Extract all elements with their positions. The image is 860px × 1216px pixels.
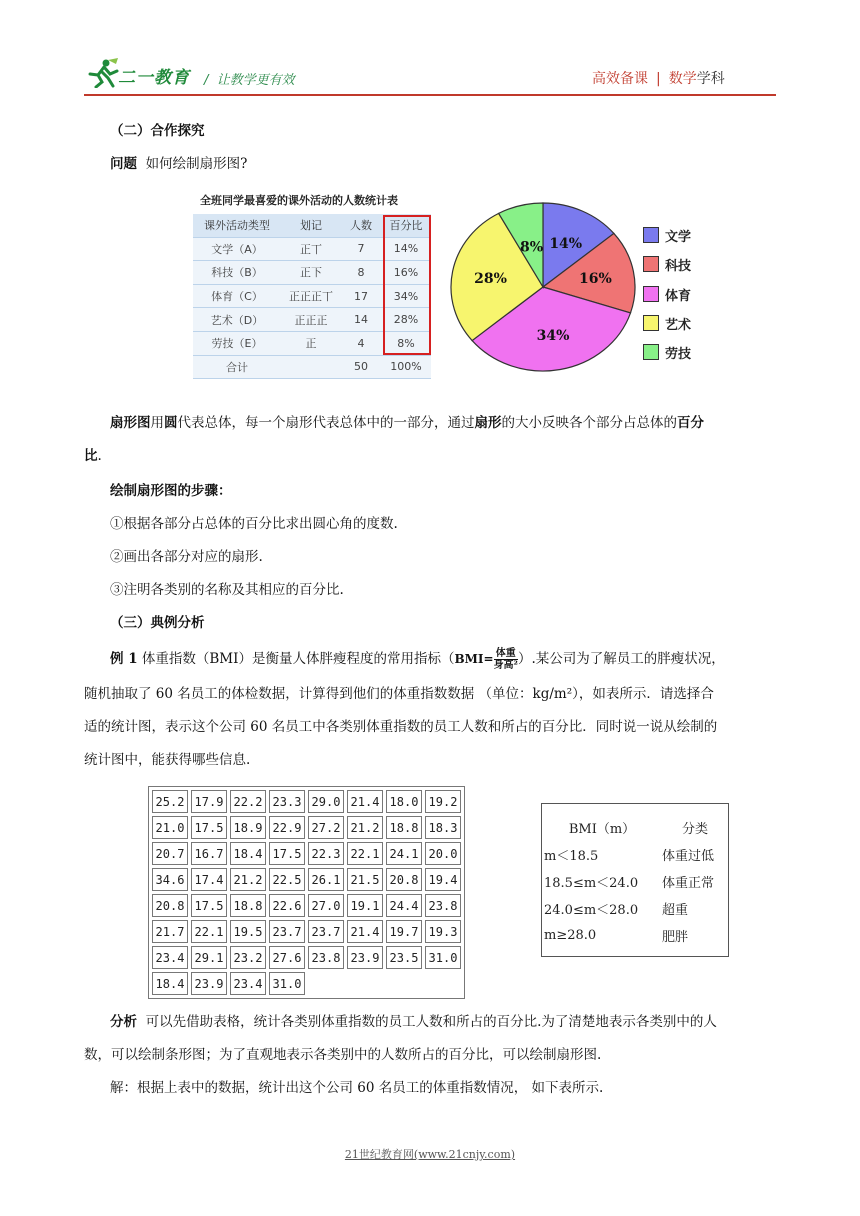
section-2-heading: （二）合作探究 xyxy=(110,123,205,139)
legend-label: 劳技 xyxy=(665,347,692,362)
legend-label: 科技 xyxy=(665,259,692,274)
table-row xyxy=(542,922,728,949)
table-cell: 8 xyxy=(341,261,381,285)
example-line-1: 例 1 体重指数（BMI）是衡量人体胖瘦程度的常用指标（BMI= 体重 身高² ）.某公司为了解员工的胖瘦状况， xyxy=(110,648,725,671)
table-cell: 17.5 xyxy=(269,842,305,865)
header-subject-suffix: 学科 xyxy=(696,71,725,87)
table-row xyxy=(152,920,461,943)
table-cell: 22.1 xyxy=(191,920,227,943)
pie-chart xyxy=(446,200,640,374)
table-cell: 18.4 xyxy=(152,972,188,995)
table-row xyxy=(152,868,461,891)
legend-item xyxy=(643,255,691,274)
activity-table-title: 全班同学最喜爱的课外活动的人数统计表 xyxy=(200,194,398,207)
table-row xyxy=(542,868,728,895)
percent-column-highlight xyxy=(383,215,431,355)
table-cell: 100% xyxy=(381,355,431,379)
pie-label: 28% xyxy=(474,270,507,287)
col-header: 百分比 xyxy=(381,214,431,237)
table-cell: 29.0 xyxy=(308,790,344,813)
table-cell: 超重 xyxy=(662,903,689,918)
table-cell: 23.4 xyxy=(152,946,188,969)
step-item: ①根据各部分占总体的百分比求出圆心角的度数. xyxy=(110,516,398,532)
table-cell: 23.8 xyxy=(308,946,344,969)
table-row xyxy=(152,946,461,969)
table-cell: 正 xyxy=(281,331,341,355)
table-cell: 4 xyxy=(341,331,381,355)
section-3-heading: （三）典例分析 xyxy=(110,615,205,631)
table-cell xyxy=(347,972,383,995)
table-cell: 20.8 xyxy=(152,894,188,917)
table-cell: 正下 xyxy=(281,261,341,285)
table-cell: 18.8 xyxy=(230,894,266,917)
legend-item xyxy=(643,285,691,304)
table-cell: 22.2 xyxy=(230,790,266,813)
bmi-classification-table xyxy=(542,814,728,949)
table-cell: 22.9 xyxy=(269,816,305,839)
table-cell: 21.4 xyxy=(347,790,383,813)
table-cell: 19.5 xyxy=(230,920,266,943)
example-label: 例 1 xyxy=(110,651,138,667)
table-cell: 23.5 xyxy=(386,946,422,969)
legend-label: 艺术 xyxy=(665,318,692,333)
table-cell: 7 xyxy=(341,237,381,261)
table-cell: 21.0 xyxy=(152,816,188,839)
table-cell: 17.9 xyxy=(191,790,227,813)
table-cell: 23.8 xyxy=(425,894,461,917)
table-cell: 31.0 xyxy=(425,946,461,969)
table-cell: 23.9 xyxy=(191,972,227,995)
example-line-2: 随机抽取了 60 名员工的体检数据，计算得到他们的体重指数数据 （单位：kg/m²），如表所示．请选择合 xyxy=(84,686,714,702)
footer-link[interactable]: 21世纪教育网(www.21cnjy.com) xyxy=(344,1148,516,1161)
table-row xyxy=(152,790,461,813)
table-cell: 23.9 xyxy=(347,946,383,969)
table-row xyxy=(542,895,728,922)
legend-swatch xyxy=(643,227,659,243)
table-row xyxy=(542,841,728,868)
table-cell: 正丅 xyxy=(281,237,341,261)
table-cell xyxy=(281,355,341,379)
col-header: 划记 xyxy=(281,214,341,237)
col-header: 分类 xyxy=(681,822,708,837)
table-cell: m≥28.0 xyxy=(544,928,597,943)
table-cell: 21.7 xyxy=(152,920,188,943)
step-item: ②画出各部分对应的扇形. xyxy=(110,549,263,565)
table-cell: 19.2 xyxy=(425,790,461,813)
table-cell: 18.5≤m＜24.0 xyxy=(544,876,639,891)
table-cell: 27.0 xyxy=(308,894,344,917)
table-cell: 19.1 xyxy=(347,894,383,917)
analysis-line-2: 数，可以绘制条形图；为了直观地表示各类别中的人数所占的百分比，可以绘制扇形图. xyxy=(84,1047,602,1063)
table-cell: 21.2 xyxy=(230,868,266,891)
col-header: BMI（m） xyxy=(568,822,636,837)
legend-swatch xyxy=(643,344,659,360)
table-cell: 27.6 xyxy=(269,946,305,969)
table-cell: 29.1 xyxy=(191,946,227,969)
table-cell: 20.0 xyxy=(425,842,461,865)
table-cell: 17.5 xyxy=(191,894,227,917)
header-subject-math: 数学 xyxy=(668,71,697,87)
table-cell: 28% xyxy=(381,308,431,332)
table-cell: 20.8 xyxy=(386,868,422,891)
table-cell: 34% xyxy=(381,284,431,308)
header-right-a: 高效备课 xyxy=(592,71,648,87)
table-cell xyxy=(386,972,422,995)
table-row xyxy=(152,816,461,839)
table-cell: 26.1 xyxy=(308,868,344,891)
table-cell: 文学（A） xyxy=(193,237,281,261)
table-cell: 18.8 xyxy=(386,816,422,839)
table-cell: 20.7 xyxy=(152,842,188,865)
pie-label: 16% xyxy=(579,270,612,287)
example-line-4: 统计图中，能获得哪些信息. xyxy=(84,752,251,768)
table-row xyxy=(152,894,461,917)
table-cell: 科技（B） xyxy=(193,261,281,285)
table-cell: 体重正常 xyxy=(662,876,715,891)
table-cell: 17.4 xyxy=(191,868,227,891)
table-cell: 22.3 xyxy=(308,842,344,865)
analysis-line-1: 分析 可以先借助表格，统计各类别体重指数的员工人数和所占的百分比.为了清楚地表示各类别中的人 xyxy=(110,1014,717,1030)
table-row xyxy=(152,842,461,865)
table-row-total xyxy=(193,355,431,379)
table-cell: 24.4 xyxy=(386,894,422,917)
table-cell: 正正正丅 xyxy=(281,284,341,308)
bmi-data-table xyxy=(148,786,465,999)
example-line-3: 适的统计图，表示这个公司 60 名员工中各类别体重指数的员工人数和所占的百分比．同时说一说从绘制的 xyxy=(84,719,718,735)
table-cell: 24.0≤m＜28.0 xyxy=(544,903,639,918)
table-cell: 21.4 xyxy=(347,920,383,943)
step-item: ③注明各类别的名称及其相应的百分比. xyxy=(110,582,344,598)
legend-item xyxy=(643,314,691,333)
header-rule xyxy=(84,94,776,96)
table-cell: 艺术（D） xyxy=(193,308,281,332)
table-cell: 21.2 xyxy=(347,816,383,839)
slogan: / 让教学更有效 xyxy=(204,73,295,88)
pie-label: 8% xyxy=(520,239,544,256)
legend-label: 文学 xyxy=(665,230,692,245)
table-cell: m＜18.5 xyxy=(544,849,599,864)
table-cell: 体育（C） xyxy=(193,284,281,308)
bmi-formula: BMI= 体重 身高² xyxy=(454,648,518,671)
col-header: 课外活动类型 xyxy=(193,214,281,237)
table-cell: 肥胖 xyxy=(662,930,689,945)
question-line xyxy=(110,154,247,174)
legend-swatch xyxy=(643,286,659,302)
table-cell: 34.6 xyxy=(152,868,188,891)
table-cell: 21.5 xyxy=(347,868,383,891)
table-cell: 正正正 xyxy=(281,308,341,332)
table-cell: 18.9 xyxy=(230,816,266,839)
legend-label: 体育 xyxy=(665,289,692,304)
table-cell: 18.3 xyxy=(425,816,461,839)
header-subject xyxy=(592,68,725,88)
solution-line: 解：根据上表中的数据，统计出这个公司 60 名员工的体重指数情况， 如下表所示. xyxy=(110,1080,604,1096)
table-cell: 23.3 xyxy=(269,790,305,813)
table-cell: 16.7 xyxy=(191,842,227,865)
table-cell: 14 xyxy=(341,308,381,332)
steps-heading: 绘制扇形图的步骤： xyxy=(110,483,232,499)
definition-line-2: 比. xyxy=(84,448,102,464)
legend-swatch xyxy=(643,256,659,272)
table-cell: 19.4 xyxy=(425,868,461,891)
table-cell: 劳技（E） xyxy=(193,331,281,355)
table-row xyxy=(152,972,461,995)
table-cell: 25.2 xyxy=(152,790,188,813)
legend-item xyxy=(643,226,691,245)
legend-item xyxy=(643,343,691,362)
col-header: 人数 xyxy=(341,214,381,237)
legend-swatch xyxy=(643,315,659,331)
table-cell: 23.7 xyxy=(269,920,305,943)
table-cell: 18.4 xyxy=(230,842,266,865)
header-separator: | xyxy=(656,71,661,87)
table-cell: 23.4 xyxy=(230,972,266,995)
table-cell: 18.0 xyxy=(386,790,422,813)
table-cell: 31.0 xyxy=(269,972,305,995)
table-cell: 23.7 xyxy=(308,920,344,943)
table-cell: 16% xyxy=(381,261,431,285)
table-cell xyxy=(308,972,344,995)
table-cell: 17 xyxy=(341,284,381,308)
table-cell: 50 xyxy=(341,355,381,379)
table-cell: 23.2 xyxy=(230,946,266,969)
table-cell: 22.1 xyxy=(347,842,383,865)
pie-label: 14% xyxy=(549,235,583,252)
table-cell: 体重过低 xyxy=(662,849,715,864)
table-cell: 17.5 xyxy=(191,816,227,839)
table-cell: 19.3 xyxy=(425,920,461,943)
table-cell: 22.6 xyxy=(269,894,305,917)
question-label: 问题 xyxy=(110,156,137,172)
table-cell: 19.7 xyxy=(386,920,422,943)
brand-name: 二一教育 xyxy=(118,68,190,88)
table-cell xyxy=(425,972,461,995)
table-cell: 24.1 xyxy=(386,842,422,865)
table-cell: 8% xyxy=(381,331,431,355)
table-cell: 22.5 xyxy=(269,868,305,891)
runner-logo-icon xyxy=(86,58,120,88)
table-cell: 14% xyxy=(381,237,431,261)
table-cell: 27.2 xyxy=(308,816,344,839)
analysis-label: 分析 xyxy=(110,1014,137,1030)
table-cell: 合计 xyxy=(193,355,281,379)
pie-label: 34% xyxy=(536,327,570,344)
question-text: 如何绘制扇形图? xyxy=(145,156,248,172)
table-header xyxy=(542,814,728,841)
definition-line-1: 扇形图用圆代表总体，每一个扇形代表总体中的一部分，通过扇形的大小反映各个部分占总体的百分 xyxy=(110,415,704,431)
